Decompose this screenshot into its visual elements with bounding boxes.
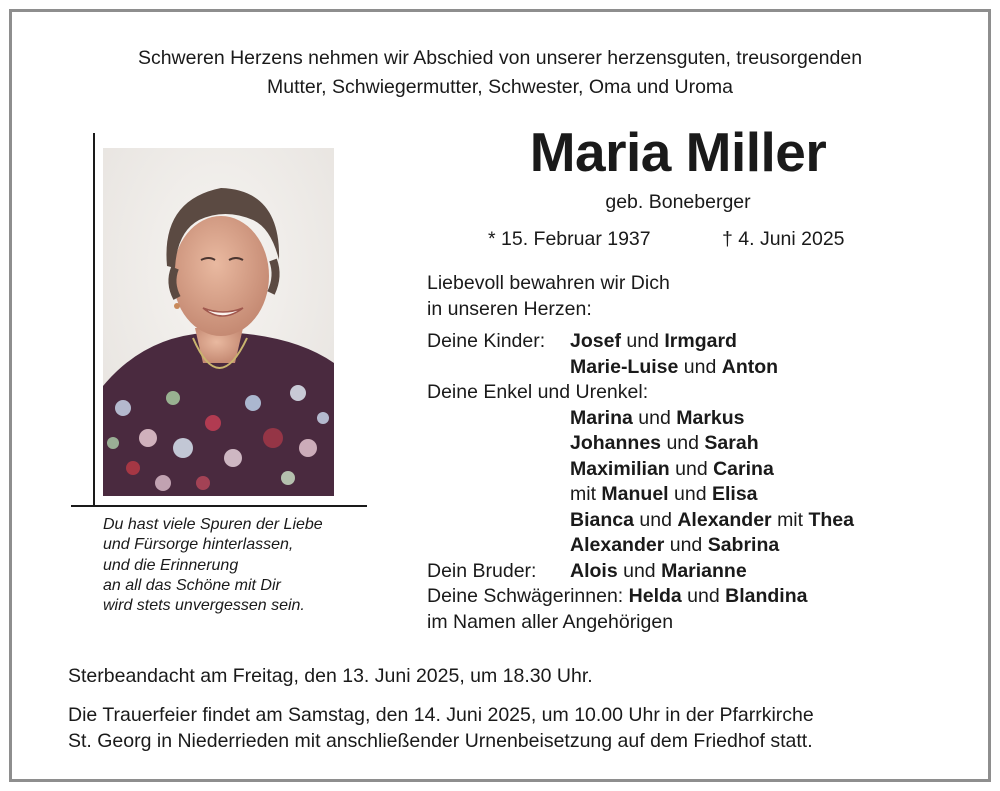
family-name: Sarah: [704, 432, 759, 454]
photo-horizontal-rule: [71, 505, 367, 507]
family-entry: [570, 482, 758, 507]
family-entry: [570, 457, 774, 482]
conjunction: mit: [777, 509, 804, 531]
family-name: Josef: [570, 330, 621, 352]
family-entry: [570, 508, 854, 533]
family-name: Anton: [721, 356, 779, 378]
family-name: Marina: [570, 407, 633, 429]
photo-vertical-rule: [93, 133, 95, 507]
conjunction: und: [687, 585, 720, 607]
intro-text: [0, 44, 1000, 102]
family-name: Marie-Luise: [570, 356, 679, 378]
quote-line: und die Erinnerung: [103, 556, 239, 574]
motto-line: in unseren Herzen:: [427, 297, 592, 320]
conjunction: und: [623, 560, 656, 582]
service-line-3: St. Georg in Niederrieden mit anschließender Urnenbeisetzung auf dem Friedhof statt.: [68, 730, 813, 752]
deceased-name: Maria Miller: [529, 121, 827, 183]
family-entry: [570, 329, 737, 354]
family-name: Irmgard: [664, 330, 737, 352]
memorial-quote: [103, 515, 373, 616]
portrait-photo: [103, 148, 334, 496]
family-name: Manuel: [601, 483, 669, 505]
conjunction: mit: [570, 483, 596, 505]
family-name: Johannes: [570, 432, 662, 454]
conjunction: und: [639, 509, 672, 531]
conjunction: und: [669, 534, 703, 556]
quote-line: und Fürsorge hinterlassen,: [103, 536, 294, 554]
family-entry: [570, 406, 745, 431]
closing-line: im Namen aller Angehörigen: [427, 611, 674, 633]
sisters-in-law-label: Deine Schwägerinnen:: [427, 585, 624, 607]
conjunction: und: [675, 458, 708, 480]
sisters-in-law-entry: [427, 584, 807, 609]
service-line-1: Sterbeandacht am Freitag, den 13. Juni 2025, um 18.30 Uhr.: [68, 665, 593, 687]
family-entry: [570, 533, 779, 558]
intro-line-1: Schweren Herzens nehmen wir Abschied von unserer herzensguten, treusorgenden: [137, 47, 863, 69]
conjunction: und: [638, 407, 671, 429]
brother-label: Dein Bruder:: [427, 560, 537, 582]
family-name: Elisa: [712, 483, 758, 505]
family-name: Alexander: [570, 534, 665, 556]
conjunction: und: [626, 330, 659, 352]
birth-date: * 15. Februar 1937: [488, 228, 651, 250]
grandchildren-label: Deine Enkel und Urenkel:: [427, 381, 649, 403]
family-name: Bianca: [570, 509, 634, 531]
family-name: Helda: [628, 585, 682, 607]
family-name: Thea: [808, 509, 854, 531]
motto-line: Liebevoll bewahren wir Dich: [427, 272, 670, 294]
service-line-2: Die Trauerfeier findet am Samstag, den 14. Juni 2025, um 10.00 Uhr in der Pfarrkirche: [68, 704, 814, 726]
family-name: Sabrina: [707, 534, 780, 556]
family-entry: [570, 431, 759, 456]
family-name: Alois: [570, 560, 618, 582]
quote-line: an all das Schöne mit Dir: [103, 576, 281, 594]
death-date: † 4. Juni 2025: [722, 228, 845, 250]
family-name: Alexander: [677, 509, 772, 531]
conjunction: und: [683, 356, 717, 378]
motto: [427, 271, 670, 322]
quote-line: wird stets unvergessen sein.: [103, 597, 305, 615]
family-entry: [570, 559, 747, 584]
family-name: Markus: [676, 407, 745, 429]
family-name: Blandina: [725, 585, 808, 607]
children-label: Deine Kinder:: [427, 330, 546, 352]
quote-line: Du hast viele Spuren der Liebe: [103, 516, 323, 533]
family-name: Carina: [713, 458, 774, 480]
family-name: Marianne: [661, 560, 747, 582]
conjunction: und: [674, 483, 707, 505]
conjunction: und: [666, 432, 699, 454]
family-name: Maximilian: [570, 458, 670, 480]
birth-name: geb. Boneberger: [605, 191, 751, 213]
intro-line-2: Mutter, Schwiegermutter, Schwester, Oma und Uroma: [266, 76, 734, 98]
family-entry: [570, 355, 778, 380]
